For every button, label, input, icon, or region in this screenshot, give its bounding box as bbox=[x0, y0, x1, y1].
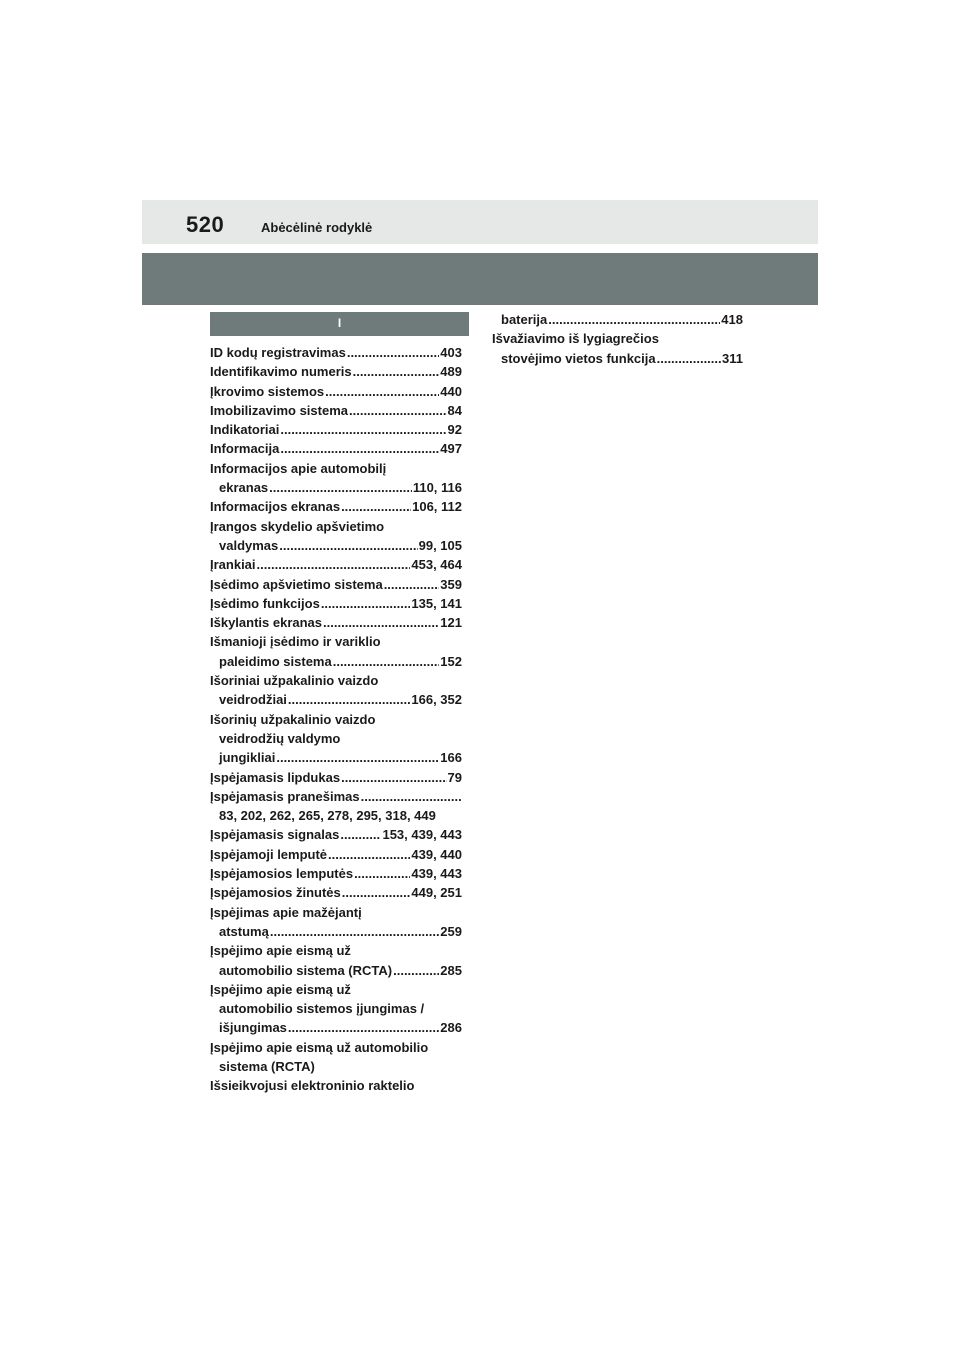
index-entry-page: 286 bbox=[440, 1020, 462, 1036]
index-entry bbox=[210, 439, 462, 458]
index-entry-text: Informacijos apie automobilį bbox=[210, 460, 387, 476]
index-column-right bbox=[492, 310, 743, 368]
index-entry-text: Išmanioji įsėdimo ir variklio bbox=[210, 634, 381, 650]
index-entry-page: 106, 112 bbox=[412, 499, 462, 515]
index-entry bbox=[210, 864, 462, 883]
index-entry-page: 121 bbox=[440, 615, 462, 631]
index-entry bbox=[210, 961, 462, 980]
index-entry bbox=[210, 459, 462, 478]
index-entry bbox=[210, 1038, 462, 1057]
index-entry-text: Įsėdimo funkcijos bbox=[210, 595, 320, 611]
index-entry bbox=[210, 825, 462, 844]
index-entry bbox=[210, 787, 462, 806]
index-entry-text: Išoriniai užpakalinio vaizdo bbox=[210, 673, 379, 689]
index-entry-text: automobilio sistema (RCTA) bbox=[219, 962, 393, 978]
dot-leader bbox=[349, 401, 447, 420]
index-entry bbox=[492, 329, 743, 348]
index-entry-page: 453, 464 bbox=[411, 557, 462, 573]
dot-leader bbox=[257, 555, 411, 574]
dot-leader bbox=[341, 768, 446, 787]
index-entry-text: Išsieikvojusi elektroninio raktelio bbox=[210, 1078, 415, 1094]
index-entry-text: automobilio sistemos įjungimas / bbox=[219, 1001, 425, 1017]
index-entry-page: 439, 440 bbox=[411, 846, 462, 862]
dot-leader bbox=[323, 613, 439, 632]
index-entry-text: stovėjimo vietos funkcija bbox=[501, 350, 656, 366]
index-entry-page: 153, 439, 443 bbox=[382, 827, 462, 843]
index-entry bbox=[492, 310, 743, 329]
index-entry bbox=[210, 536, 462, 555]
dot-leader bbox=[548, 310, 720, 329]
index-entry bbox=[210, 671, 462, 690]
index-entry-page: 110, 116 bbox=[412, 480, 462, 496]
index-entry-text: ekranas bbox=[219, 480, 269, 496]
index-entry-text: atstumą bbox=[219, 923, 269, 939]
dot-leader bbox=[288, 1018, 439, 1037]
index-entry-text: veidrodžių valdymo bbox=[219, 730, 341, 746]
index-entry bbox=[210, 690, 462, 709]
index-entry bbox=[210, 1057, 462, 1076]
index-column-left bbox=[210, 343, 462, 1096]
dot-leader bbox=[280, 439, 439, 458]
index-entry-text: Išorinių užpakalinio vaizdo bbox=[210, 711, 376, 727]
index-entry-text: ID kodų registravimas bbox=[210, 345, 346, 360]
index-entry bbox=[210, 845, 462, 864]
index-entry-page: 439, 443 bbox=[411, 866, 462, 882]
index-entry bbox=[210, 478, 462, 497]
index-entry-page: 259 bbox=[440, 923, 462, 939]
index-entry bbox=[210, 806, 462, 825]
index-entry bbox=[492, 349, 743, 368]
index-entry bbox=[210, 710, 462, 729]
index-entry-text: veidrodžiai bbox=[219, 692, 287, 708]
index-entry-text: Įspėjimas apie mažėjantį bbox=[210, 904, 362, 920]
index-entry-text: Įspėjimo apie eismą už bbox=[210, 943, 351, 959]
index-entry bbox=[210, 768, 462, 787]
index-entry bbox=[210, 729, 462, 748]
index-entry-text: sistema (RCTA) bbox=[219, 1058, 315, 1074]
index-entry bbox=[210, 1018, 462, 1037]
index-entry-text: Įsėdimo apšvietimo sistema bbox=[210, 576, 383, 592]
index-entry-text: išjungimas bbox=[219, 1020, 287, 1036]
index-entry bbox=[210, 999, 462, 1018]
index-entry-page: 449, 251 bbox=[411, 885, 462, 901]
index-entry bbox=[210, 555, 462, 574]
index-entry-text: Įrankiai bbox=[210, 557, 256, 573]
dot-leader bbox=[328, 845, 410, 864]
index-entry bbox=[210, 420, 462, 439]
dot-leader bbox=[341, 497, 411, 516]
index-entry-page: 440 bbox=[440, 383, 462, 399]
index-letter-heading: I bbox=[210, 312, 469, 336]
index-entry-text: valdymas bbox=[219, 537, 279, 553]
index-entry bbox=[210, 382, 462, 401]
index-entry-page: 489 bbox=[440, 364, 462, 380]
index-entry-text: 83, 202, 262, 265, 278, 295, 318, 449 bbox=[219, 808, 436, 824]
index-entry-text: Imobilizavimo sistema bbox=[210, 402, 348, 418]
dot-leader bbox=[353, 362, 440, 381]
index-entry-text: Įspėjamoji lemputė bbox=[210, 846, 328, 862]
index-entry-text: jungikliai bbox=[219, 750, 276, 766]
index-entry-text: baterija bbox=[501, 312, 548, 327]
dot-leader bbox=[280, 420, 446, 439]
page-number: 520 bbox=[186, 212, 225, 237]
index-entry bbox=[210, 497, 462, 516]
index-entry-text: Įkrovimo sistemos bbox=[210, 383, 325, 399]
index-entry-text: Įspėjamasis signalas bbox=[210, 827, 340, 843]
index-entry bbox=[210, 941, 462, 960]
index-entry bbox=[210, 980, 462, 999]
index-entry-page: 311 bbox=[722, 350, 743, 366]
index-entry-text: Įspėjamasis pranešimas bbox=[210, 788, 360, 804]
index-entry-page: 285 bbox=[440, 962, 462, 978]
index-entry bbox=[210, 903, 462, 922]
dot-leader bbox=[276, 748, 439, 767]
dot-leader bbox=[347, 343, 439, 362]
dot-leader bbox=[269, 478, 412, 497]
dot-leader bbox=[657, 349, 721, 368]
index-entry-text: Informacijos ekranas bbox=[210, 499, 341, 515]
index-entry-text: Įspėjamosios žinutės bbox=[210, 885, 341, 901]
index-entry bbox=[210, 922, 462, 941]
index-entry-page: 359 bbox=[440, 576, 462, 592]
index-entry-text: paleidimo sistema bbox=[219, 653, 332, 669]
index-entry-text: Įspėjimo apie eismą už automobilio bbox=[210, 1039, 429, 1055]
index-entry-text: Įspėjimo apie eismą už bbox=[210, 981, 351, 997]
index-entry-text: Įspėjamosios lemputės bbox=[210, 866, 354, 882]
dot-leader bbox=[321, 594, 411, 613]
dot-leader bbox=[288, 690, 410, 709]
index-entry-page: 166, 352 bbox=[411, 692, 462, 708]
index-entry-text: Indikatoriai bbox=[210, 422, 280, 438]
index-entry-page: 418 bbox=[721, 312, 743, 327]
index-entry bbox=[210, 575, 462, 594]
dot-leader bbox=[393, 961, 439, 980]
dot-leader bbox=[325, 382, 439, 401]
index-entry bbox=[210, 613, 462, 632]
index-entry bbox=[210, 517, 462, 536]
index-entry bbox=[210, 362, 462, 381]
index-entry-text: Informacija bbox=[210, 441, 280, 457]
section-tab-band bbox=[142, 253, 818, 305]
index-entry bbox=[210, 748, 462, 767]
index-entry-page: 497 bbox=[440, 441, 462, 457]
index-entry-page: 135, 141 bbox=[411, 595, 462, 611]
index-entry-page: 152 bbox=[440, 653, 462, 669]
index-entry-page: 79 bbox=[447, 769, 462, 785]
index-entry bbox=[210, 883, 462, 902]
dot-leader bbox=[354, 864, 410, 883]
index-entry bbox=[210, 1076, 462, 1095]
dot-leader bbox=[342, 883, 411, 902]
index-entry-text: Įspėjamasis lipdukas bbox=[210, 769, 341, 785]
index-entry bbox=[210, 652, 462, 671]
dot-leader bbox=[279, 536, 417, 555]
index-entry bbox=[210, 594, 462, 613]
index-entry-page: 166 bbox=[440, 750, 462, 766]
index-entry-text: Identifikavimo numeris bbox=[210, 364, 352, 380]
index-entry bbox=[210, 343, 462, 362]
dot-leader bbox=[340, 825, 381, 844]
dot-leader bbox=[270, 922, 439, 941]
dot-leader bbox=[384, 575, 440, 594]
index-entry-text: Iškylantis ekranas bbox=[210, 615, 323, 631]
header-band bbox=[142, 200, 818, 244]
index-entry-page: 92 bbox=[447, 422, 462, 438]
index-entry-text: Įrangos skydelio apšvietimo bbox=[210, 518, 385, 534]
index-entry bbox=[210, 632, 462, 651]
dot-leader bbox=[361, 787, 461, 806]
dot-leader bbox=[333, 652, 440, 671]
index-entry bbox=[210, 401, 462, 420]
index-entry-page: 84 bbox=[447, 402, 462, 418]
index-entry-text: Išvažiavimo iš lygiagrečios bbox=[492, 331, 659, 347]
index-entry-page: 99, 105 bbox=[418, 537, 462, 553]
index-entry-page: 403 bbox=[440, 345, 462, 360]
section-title: Abėcėlinė rodyklė bbox=[261, 220, 373, 235]
